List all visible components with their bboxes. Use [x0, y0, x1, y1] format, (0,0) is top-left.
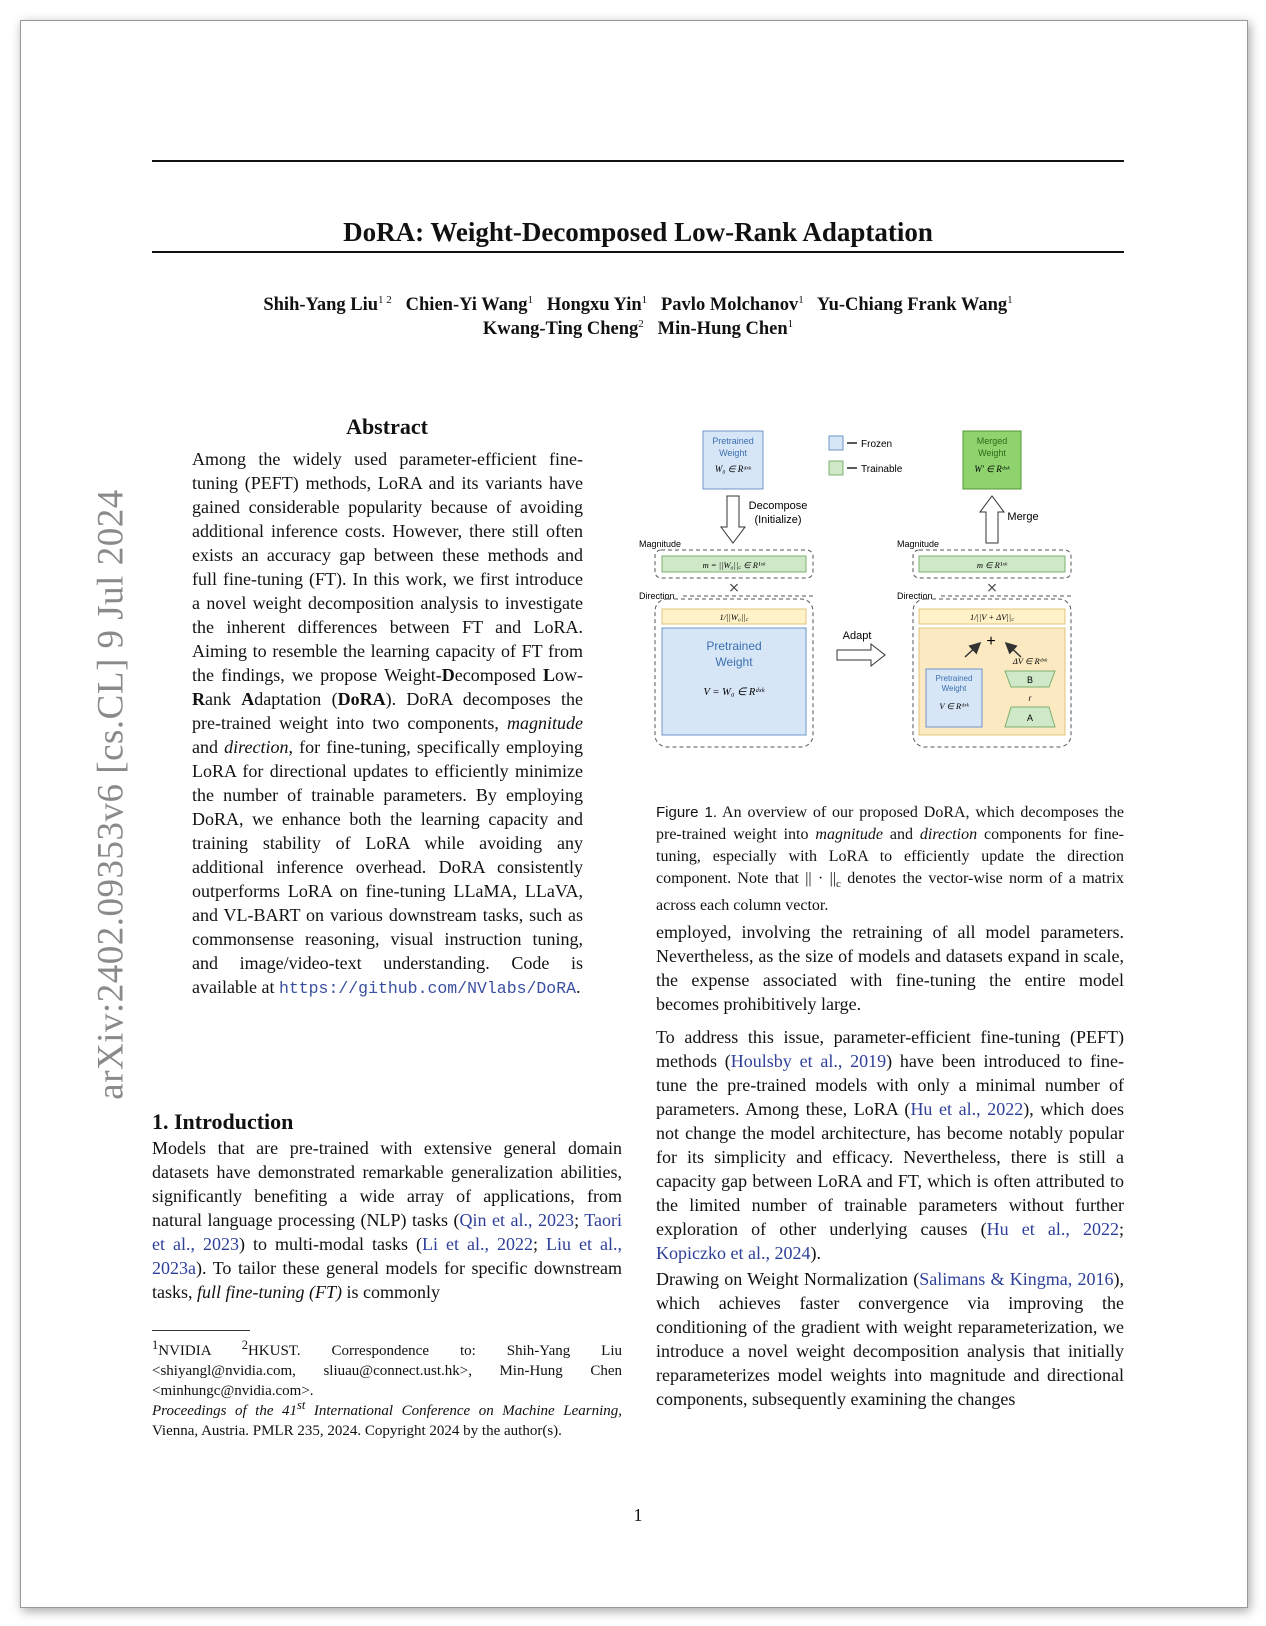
citation-link[interactable]: Hu et al., 2022: [986, 1219, 1119, 1239]
introduction-heading: 1. Introduction: [152, 1109, 294, 1134]
multiply-icon: ⨯: [986, 579, 998, 595]
citation-link[interactable]: Li et al., 2022: [422, 1234, 533, 1254]
adapt-label: Adapt: [842, 630, 872, 642]
legend-frozen-label: Frozen: [861, 439, 893, 450]
citation-link[interactable]: Kopiczko et al., 2024: [656, 1243, 811, 1263]
author-name: Kwang-Ting Cheng: [482, 319, 639, 340]
initialize-label: (Initialize): [754, 514, 802, 526]
abstract-heading: Abstract: [346, 414, 428, 439]
title-top-rule: [152, 160, 1124, 162]
author-name: Min-Hung Chen: [657, 319, 788, 340]
pretrained-math: W₀ ∈ Rᵈˣᵏ: [714, 464, 752, 474]
magnitude-label-left: Magnitude: [639, 539, 682, 549]
author-name: Pavlo Molchanov: [661, 295, 799, 316]
intro-paragraph-1: Models that are pre-trained with extensive general domain datasets have demonstrated remarkable generalization abilities, significantly benefiting a wide array of applications, from natural language processing (NLP) tasks (Qin et al., 2023; Taori et al., 2023) to multi-modal tasks (Li et al., 2022; Liu et al., 2023a). To tailor these general models for specific downstream tasks, full fine-tuning (FT) is commonly: [152, 1138, 622, 1302]
direction-label-right: Direction: [897, 591, 933, 601]
small-pretrained-line2: Weight: [941, 684, 967, 693]
citation-link[interactable]: Salimans & Kingma, 2016: [919, 1269, 1114, 1289]
intro-paragraph-right-2: To address this issue, parameter-efficient fine-tuning (PEFT) methods (Houlsby et al., 2019) have been introduced to fine-tune the pre-trained models with only a minimal number of parameters. Among these, LoRA (Hu et al., 2022), which does not change the model architecture, has become notably popular for its simplicity and efficacy. Nevertheless, there is still a capacity gap between LoRA and FT, which is often attributed to the limited number of trainable parameters without further exploration of other underlying causes (Hu et al., 2022; Kopiczko et al., 2024).: [656, 1027, 1124, 1263]
big-pretrained-math: V = W₀ ∈ Rᵈˣᵏ: [703, 687, 765, 698]
a-label: A: [1026, 713, 1034, 723]
author-name: Hongxu Yin: [546, 295, 642, 316]
merged-label-line2: Weight: [978, 448, 1006, 458]
b-label: B: [1026, 675, 1034, 685]
merge-label: Merge: [1007, 511, 1039, 523]
author-name: Yu-Chiang Frank Wang: [816, 295, 1008, 316]
code-url-link[interactable]: https://github.com/NVlabs/DoRA: [278, 979, 577, 998]
legend-frozen-swatch: [829, 436, 843, 450]
delta-math: ΔV ∈ Rᵈˣᵏ: [1012, 656, 1048, 666]
footnote-rule: [152, 1330, 250, 1331]
authors-line-1: Shih-Yang Liu$^{1 2}$ Chien-Yi Wang$^1$ Hongxu Yin$^1$ Pavlo Molchanov$^1$ Yu-Chiang Frank Wang$^1$: [263, 294, 1013, 316]
paper-title: DoRA: Weight-Decomposed Low-Rank Adaptation: [343, 217, 933, 247]
merged-math: W′ ∈ Rᵈˣᵏ: [974, 464, 1010, 474]
legend-trainable-swatch: [829, 461, 843, 475]
rank-label: r: [1028, 694, 1032, 703]
authors-line-2: Kwang-Ting Cheng$^2$ Min-Hung Chen$^1$: [482, 318, 794, 340]
plus-icon: +: [986, 633, 996, 650]
citation-link[interactable]: Hu et al., 2022: [910, 1099, 1024, 1119]
adapt-arrow-icon: [837, 644, 885, 666]
decompose-arrow-icon: [721, 496, 745, 543]
figure-1-diagram: [639, 436, 1127, 779]
pretrained-label-line1: Pretrained: [712, 436, 754, 446]
merge-arrow-icon: [980, 496, 1004, 543]
norm-math-right: 1/||V + ΔV||꜀: [969, 612, 1015, 622]
author-name: Chien-Yi Wang: [405, 295, 528, 316]
big-pretrained-line1: Pretrained: [706, 639, 762, 653]
page-number: 1: [633, 1505, 643, 1525]
small-pretrained-math: V ∈ Rᵈˣᵏ: [939, 701, 969, 711]
merged-label-line1: Merged: [976, 436, 1008, 446]
intro-paragraph-right-1: employed, involving the retraining of all model parameters. Nevertheless, as the size of models and datasets expand in scale, the expense associated with fine-tuning the entire model becomes prohibitively large.: [656, 922, 1124, 1014]
author-name: Shih-Yang Liu: [263, 295, 379, 316]
intro-paragraph-right-3: Drawing on Weight Normalization (Salimans & Kingma, 2016), which achieves faster convergence via improving the conditioning of the gradient with weight reparameterization, we introduce a novel weight decomposition analysis that initially reparameterizes model weights into magnitude and directional components, subsequently examining the changes: [656, 1269, 1124, 1409]
big-pretrained-line2: Weight: [715, 655, 753, 669]
affiliation-footnote: $^1$NVIDIA $^2$HKUST. Correspondence to: Shih-Yang Liu <shiyangl@nvidia.com, sliuau@connect.ust.hk>, Min-Hung Chen <minhungc@nvidia.com>.: [152, 1338, 623, 1399]
figure-1-caption: Figure 1. An overview of our proposed DoRA, which decomposes the pre-trained weight into magnitude and direction components for fine-tuning, especially with LoRA to efficiently update the direction component. Note that || · $||_c$ denotes the vector-wise norm of a matrix across each column vector.: [656, 804, 1125, 915]
decompose-label: Decompose: [748, 500, 808, 512]
citation-link[interactable]: Taori et al., 2023: [152, 1210, 622, 1254]
title-bottom-rule: [152, 251, 1124, 253]
arxiv-identifier-stamp: arXiv:2402.09353v6 [cs.CL] 9 Jul 2024: [90, 489, 132, 1100]
pretrained-label-line2: Weight: [719, 448, 747, 458]
citation-link[interactable]: Qin et al., 2023: [459, 1210, 575, 1230]
abstract-text: Among the widely used parameter-efficient fine-tuning (PEFT) methods, LoRA and its variants have gained considerable popularity because of avoiding additional inference costs. However, there still often exists an accuracy gap between these methods and full fine-tuning (FT). In this work, we first introduce a novel weight decomposition analysis to investigate the inherent differences between FT and LoRA. Aiming to resemble the learning capacity of FT from the findings, we propose Weight-Decomposed Low-Rank Adaptation (DoRA). DoRA decomposes the pre-trained weight into two components, magnitude and direction, for fine-tuning, specifically employing LoRA for directional updates to efficiently minimize the number of trainable parameters. By employing DoRA, we enhance both the learning capacity and training stability of LoRA while avoiding any additional inference overhead. DoRA consistently outperforms LoRA on fine-tuning LLaMA, LLaVA, and VL-BART on various downstream tasks, such as commonsense reasoning, visual instruction tuning, and image/video-text understanding. Code is available at https://github.com/NVlabs/DoRA.: [192, 449, 583, 998]
magnitude-label-right: Magnitude: [897, 539, 940, 549]
small-pretrained-line1: Pretrained: [935, 674, 973, 683]
paper-page: [20, 20, 1248, 1608]
proceedings-footnote: Proceedings of the 41st International Conference on Machine Learning, Vienna, Austria. PMLR 235, 2024. Copyright 2024 by the author(s).: [152, 1398, 622, 1439]
citation-link[interactable]: Liu et al., 2023a: [152, 1234, 622, 1278]
direction-label-left: Direction: [639, 591, 675, 601]
legend-trainable-label: Trainable: [861, 464, 903, 475]
norm-math-left: 1/||W₀||꜀: [719, 612, 749, 622]
multiply-icon: ⨯: [728, 579, 740, 595]
citation-link[interactable]: Houlsby et al., 2019: [730, 1051, 887, 1071]
magnitude-math-left: m = ||W₀||꜀ ∈ R¹ˣᵏ: [702, 560, 766, 570]
magnitude-math-right: m ∈ R¹ˣᵏ: [976, 560, 1008, 570]
